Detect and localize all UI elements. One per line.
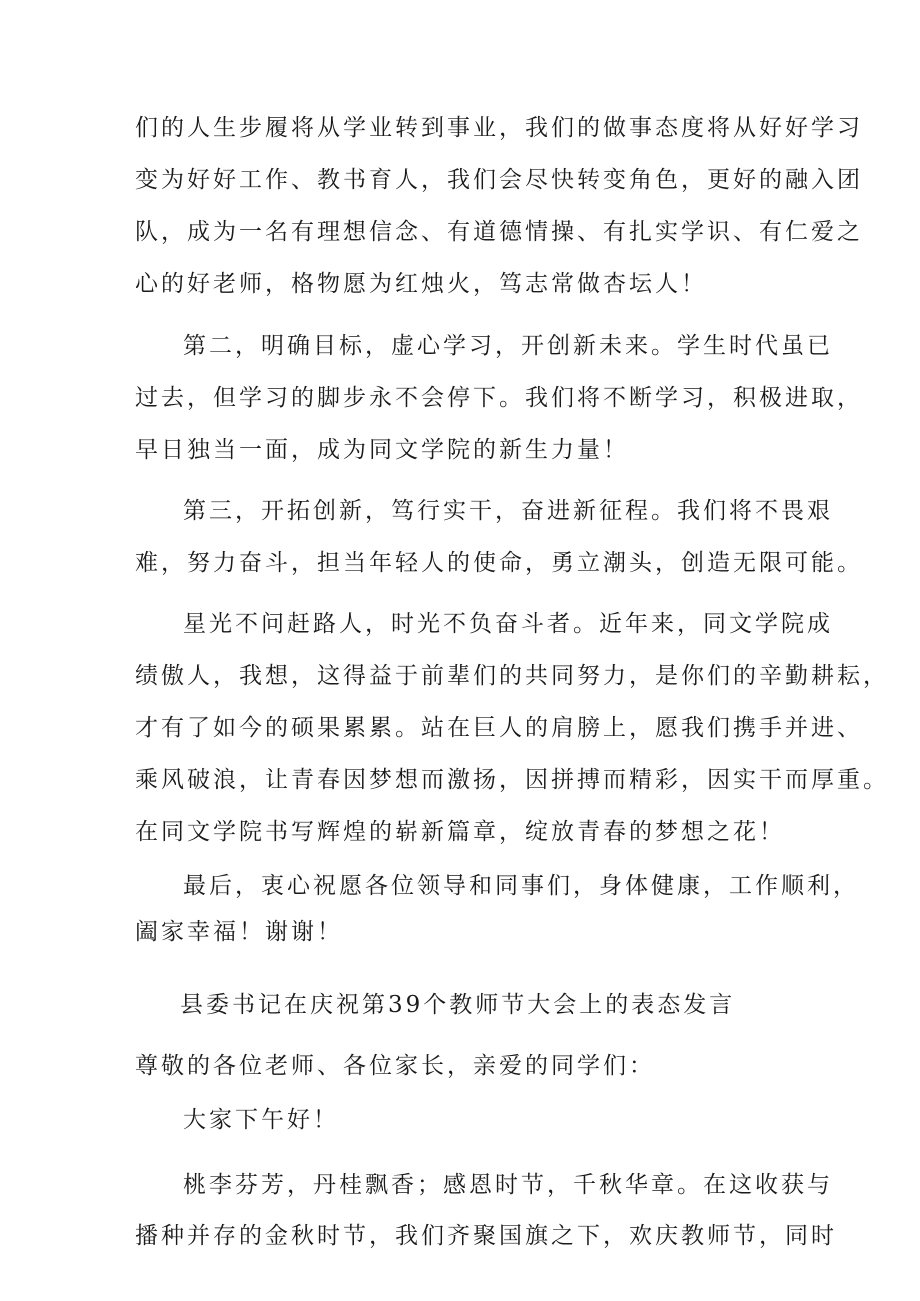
paragraph-line: 心的好老师，格物愿为红烛火，笃志常做杏坛人！ bbox=[135, 271, 707, 297]
paragraph-line: 第三，开拓创新，笃行实干，奋进新征程。我们将不畏艰 bbox=[183, 498, 833, 524]
paragraph-line: 过去，但学习的脚步永不会停下。我们将不断学习，积极进取， bbox=[135, 385, 863, 411]
paragraph-line: 变为好好工作、教书育人，我们会尽快转变角色，更好的融入团 bbox=[135, 167, 863, 193]
paragraph-line: 星光不问赶路人，时光不负奋斗者。近年来，同文学院成 bbox=[183, 611, 833, 637]
paragraph-line: 阖家幸福！谢谢！ bbox=[135, 919, 343, 945]
paragraph-line: 们的人生步履将从学业转到事业，我们的做事态度将从好好学习 bbox=[135, 115, 863, 141]
section-title: 县委书记在庆祝第39个教师节大会上的表态发言 bbox=[180, 992, 736, 1018]
paragraph-line: 才有了如今的硕果累累。站在巨人的肩膀上，愿我们携手并进、 bbox=[135, 715, 863, 741]
salutation: 尊敬的各位老师、各位家长，亲爱的同学们： bbox=[135, 1053, 655, 1079]
paragraph-line: 难，努力奋斗，担当年轻人的使命，勇立潮头，创造无限可能。 bbox=[135, 550, 863, 576]
paragraph-line: 队，成为一名有理想信念、有道德情操、有扎实学识、有仁爱之 bbox=[135, 219, 863, 245]
paragraph-line: 播种并存的金秋时节，我们齐聚国旗之下，欢庆教师节，同时 bbox=[135, 1223, 837, 1249]
paragraph-line: 最后，衷心祝愿各位领导和同事们，身体健康，工作顺利， bbox=[183, 873, 859, 899]
greeting: 大家下午好！ bbox=[183, 1107, 339, 1133]
paragraph-line: 乘风破浪，让青春因梦想而激扬，因拼搏而精彩，因实干而厚重。 bbox=[135, 767, 889, 793]
paragraph-line: 绩傲人，我想，这得益于前辈们的共同努力，是你们的辛勤耕耘， bbox=[135, 663, 889, 689]
paragraph-line: 早日独当一面，成为同文学院的新生力量！ bbox=[135, 437, 629, 463]
paragraph-line: 第二，明确目标，虚心学习，开创新未来。学生时代虽已 bbox=[183, 333, 833, 359]
paragraph-line: 桃李芬芳，丹桂飘香；感恩时节，千秋华章。在这收获与 bbox=[183, 1172, 833, 1198]
paragraph-line: 在同文学院书写辉煌的崭新篇章，绽放青春的梦想之花！ bbox=[135, 819, 785, 845]
